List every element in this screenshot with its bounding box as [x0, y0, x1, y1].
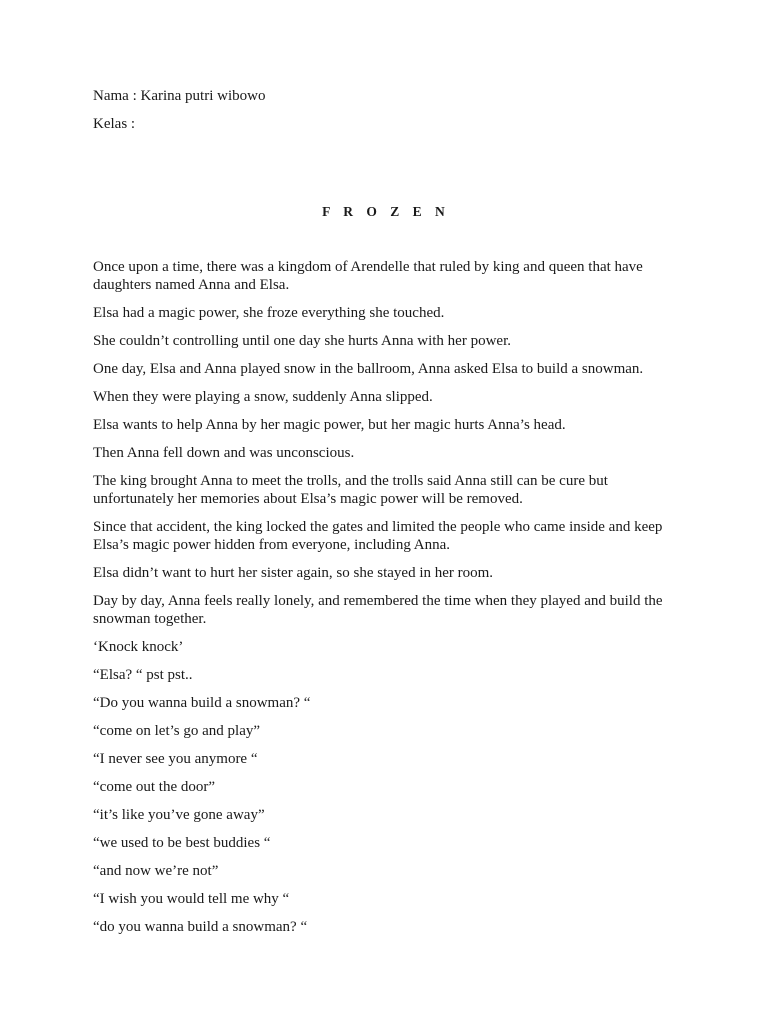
- dialogue-line: “I never see you anymore “: [93, 751, 258, 767]
- dialogue-line: “Do you wanna build a snowman? “: [93, 695, 311, 711]
- dialogue-line: “I wish you would tell me why “: [93, 891, 290, 907]
- paragraph: When they were playing a snow, suddenly Anna slipped.: [93, 389, 433, 405]
- document-page: [93, 86, 673, 946]
- spacer: [93, 142, 673, 202]
- dialogue-line: “do you wanna build a snowman? “: [93, 919, 308, 935]
- paragraph: Since that accident, the king locked the gates and limited the people who came inside and keep Elsa’s magic power hidden from everyone, including Anna.: [93, 519, 663, 553]
- dialogue-line: “come on let’s go and play”: [93, 723, 261, 739]
- paragraph: Once upon a time, there was a kingdom of Arendelle that ruled by king and queen that have daughters named Anna and Elsa.: [93, 259, 643, 293]
- dialogue-line: “we used to be best buddies “: [93, 835, 271, 851]
- paragraph: The king brought Anna to meet the trolls, and the trolls said Anna still can be cure but unfortunately her memories about Elsa’s magic power will be removed.: [93, 473, 608, 507]
- student-class: Kelas :: [93, 116, 136, 132]
- paragraph: One day, Elsa and Anna played snow in the ballroom, Anna asked Elsa to build a snowman.: [93, 361, 644, 377]
- story-body: [93, 258, 673, 936]
- dialogue-line: “it’s like you’ve gone away”: [93, 807, 265, 823]
- dialogue-line: ‘Knock knock’: [93, 639, 184, 655]
- dialogue-line: “and now we’re not”: [93, 863, 219, 879]
- paragraph: Elsa had a magic power, she froze everything she touched.: [93, 305, 445, 321]
- paragraph: She couldn’t controlling until one day she hurts Anna with her power.: [93, 333, 511, 349]
- story-title: F R O Z E N: [322, 204, 450, 219]
- paragraph: Then Anna fell down and was unconscious.: [93, 445, 355, 461]
- paragraph: Elsa wants to help Anna by her magic power, but her magic hurts Anna’s head.: [93, 417, 566, 433]
- student-name: Nama : Karina putri wibowo: [93, 88, 266, 104]
- dialogue-line: “Elsa? “ pst pst..: [93, 667, 193, 683]
- paragraph: Day by day, Anna feels really lonely, and remembered the time when they played and build the snowman together.: [93, 593, 663, 627]
- paragraph: Elsa didn’t want to hurt her sister again, so she stayed in her room.: [93, 565, 494, 581]
- dialogue-line: “come out the door”: [93, 779, 216, 795]
